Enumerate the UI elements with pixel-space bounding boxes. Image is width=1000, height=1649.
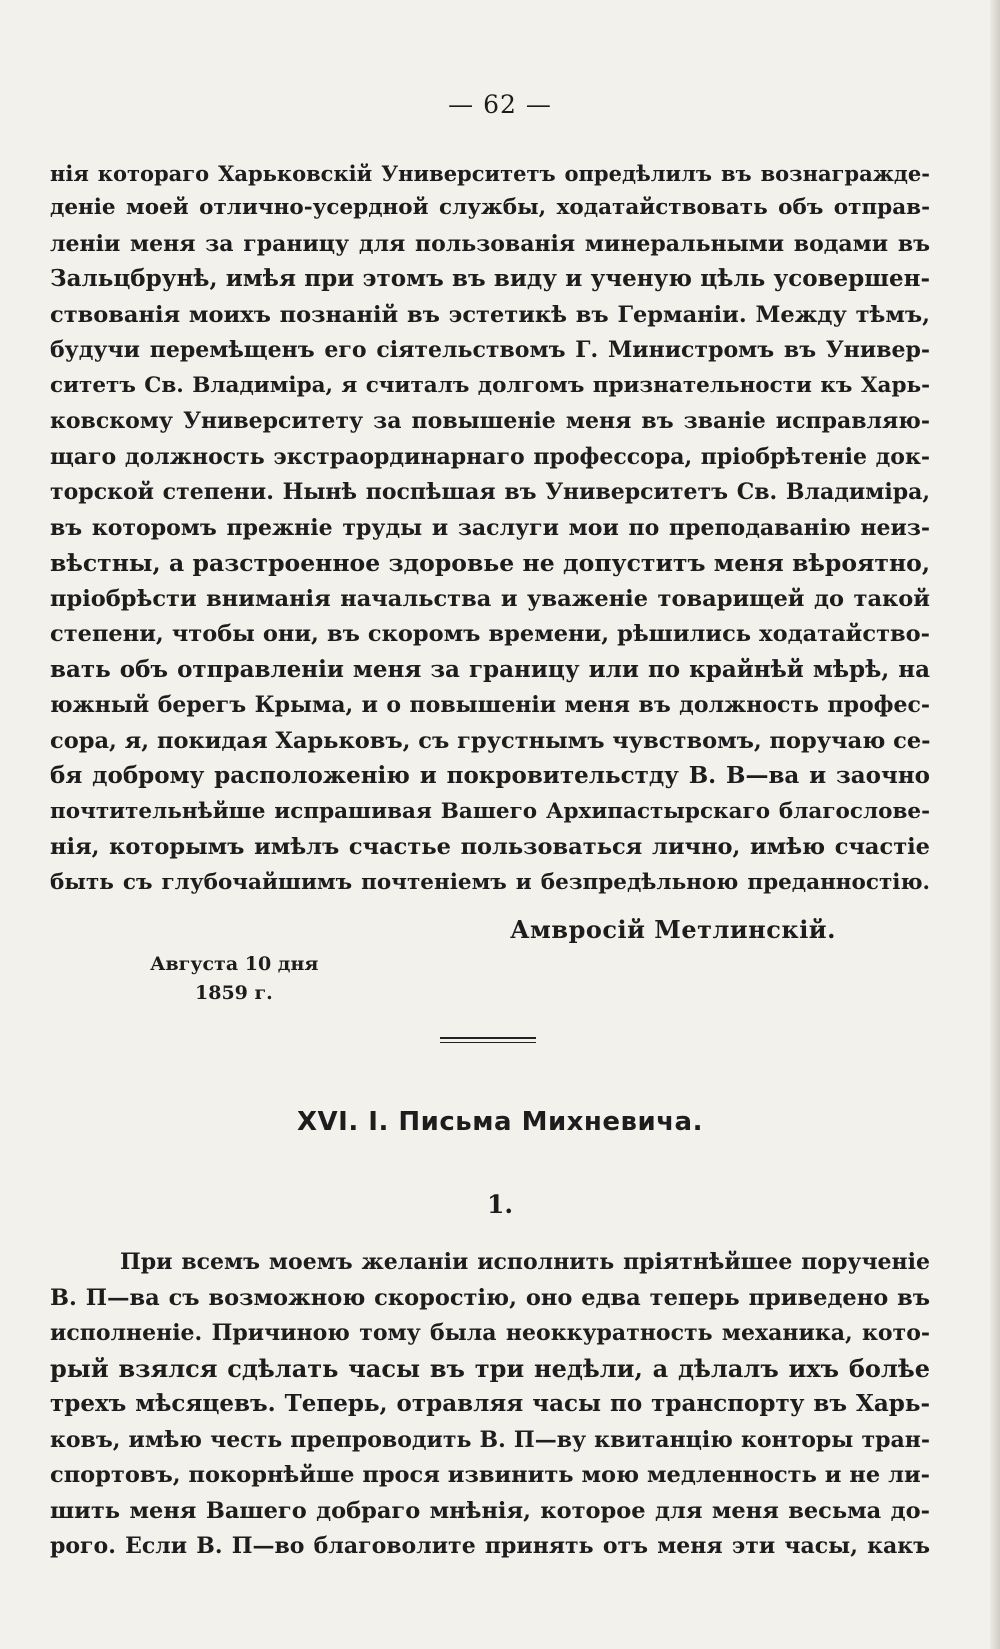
text-line: нія котораго Харьковскій Университетъ опредѣлилъ въ вознагражде- bbox=[50, 161, 930, 186]
text-line: бя доброму расположенію и покровительстду В. В—ва и заочно bbox=[50, 762, 930, 789]
section-divider bbox=[440, 1037, 536, 1043]
text-line: рый взялся сдѣлать часы въ три недѣли, а дѣлалъ ихъ болѣе bbox=[50, 1354, 930, 1383]
text-line: леніи меня за границу для пользованія минеральными водами въ bbox=[50, 231, 930, 257]
page-edge-shadow bbox=[990, 0, 1000, 1649]
text-line: При всемъ моемъ желаніи исполнить пріятнѣйшее порученіе bbox=[120, 1249, 930, 1275]
text-line: В. П—ва съ возможною скоростію, оно едва теперь приведено въ bbox=[50, 1285, 930, 1311]
text-line: шить меня Вашего добраго мнѣнія, которое для меня весьма до- bbox=[50, 1498, 930, 1524]
letter-date-year: 1859 г. bbox=[195, 982, 273, 1004]
author-signature: Амвросій Метлинскій. bbox=[510, 915, 836, 944]
letter-date-day: Августа 10 дня bbox=[150, 953, 319, 975]
text-line: будучи перемѣщенъ его сіятельствомъ Г. Министромъ въ Универ- bbox=[50, 337, 930, 363]
text-line: рого. Если В. П—во благоволите принять отъ меня эти часы, какъ bbox=[50, 1533, 930, 1559]
page-number: — 62 — bbox=[448, 90, 552, 119]
text-line: сора, я, покидая Харьковъ, съ грустнымъ чувствомъ, поручаю се- bbox=[50, 728, 931, 754]
text-line: ситетъ Св. Владиміра, я считалъ долгомъ признательности къ Харь- bbox=[50, 373, 930, 398]
text-line: степени, чтобы они, въ скоромъ времени, рѣшились ходатайство- bbox=[50, 621, 930, 647]
section-title: XVI. I. Письма Михневича. bbox=[297, 1107, 703, 1137]
text-line: нія, которымъ имѣлъ счастье пользоваться лично, имѣю счастіе bbox=[50, 834, 930, 860]
text-line: Зальцбрунѣ, имѣя при этомъ въ виду и ученую цѣль усовершен- bbox=[50, 265, 930, 292]
text-line: вѣстны, а разстроенное здоровье не допуститъ меня вѣроятно, bbox=[50, 549, 930, 577]
text-line: быть съ глубочайшимъ почтеніемъ и безпредѣльною преданностію. bbox=[50, 870, 930, 895]
text-line: ковскому Университету за повышеніе меня въ званіе исправляю- bbox=[50, 408, 930, 434]
text-line: южный берегъ Крыма, и о повышеніи меня въ должность профес- bbox=[50, 692, 930, 718]
text-line: ковъ, имѣю честь препроводить В. П—ву квитанцію конторы тран- bbox=[50, 1427, 930, 1453]
text-line: деніе моей отлично-усердной службы, ходатайствовать объ отправ- bbox=[50, 195, 930, 220]
text-line: торской степени. Нынѣ поспѣшая въ Университетъ Св. Владиміра, bbox=[50, 479, 930, 505]
text-line: пріобрѣсти вниманія начальства и уваженіе товарищей до такой bbox=[50, 586, 930, 612]
text-line: исполненіе. Причиною тому была неоккуратность механика, кото- bbox=[50, 1320, 930, 1346]
text-line: въ которомъ прежніе труды и заслуги мои по преподаванію неиз- bbox=[50, 515, 930, 541]
text-line: вать объ отправленіи меня за границу или по крайнѣй мѣрѣ, на bbox=[50, 656, 930, 683]
text-line: спортовъ, покорнѣйше прося извинить мою медленность и не ли- bbox=[50, 1462, 930, 1488]
letter-number: 1. bbox=[486, 1190, 514, 1219]
text-line: почтительнѣйше испрашивая Вашего Архипастырскаго благослове- bbox=[50, 799, 930, 824]
text-line: ствованія моихъ познаній въ эстетикѣ въ Германіи. Между тѣмъ, bbox=[50, 302, 930, 328]
text-line: щаго должность экстраординарнаго профессора, пріобрѣтеніе док- bbox=[50, 444, 930, 470]
text-line: трехъ мѣсяцевъ. Теперь, отравляя часы по транспорту въ Харь- bbox=[50, 1390, 930, 1417]
